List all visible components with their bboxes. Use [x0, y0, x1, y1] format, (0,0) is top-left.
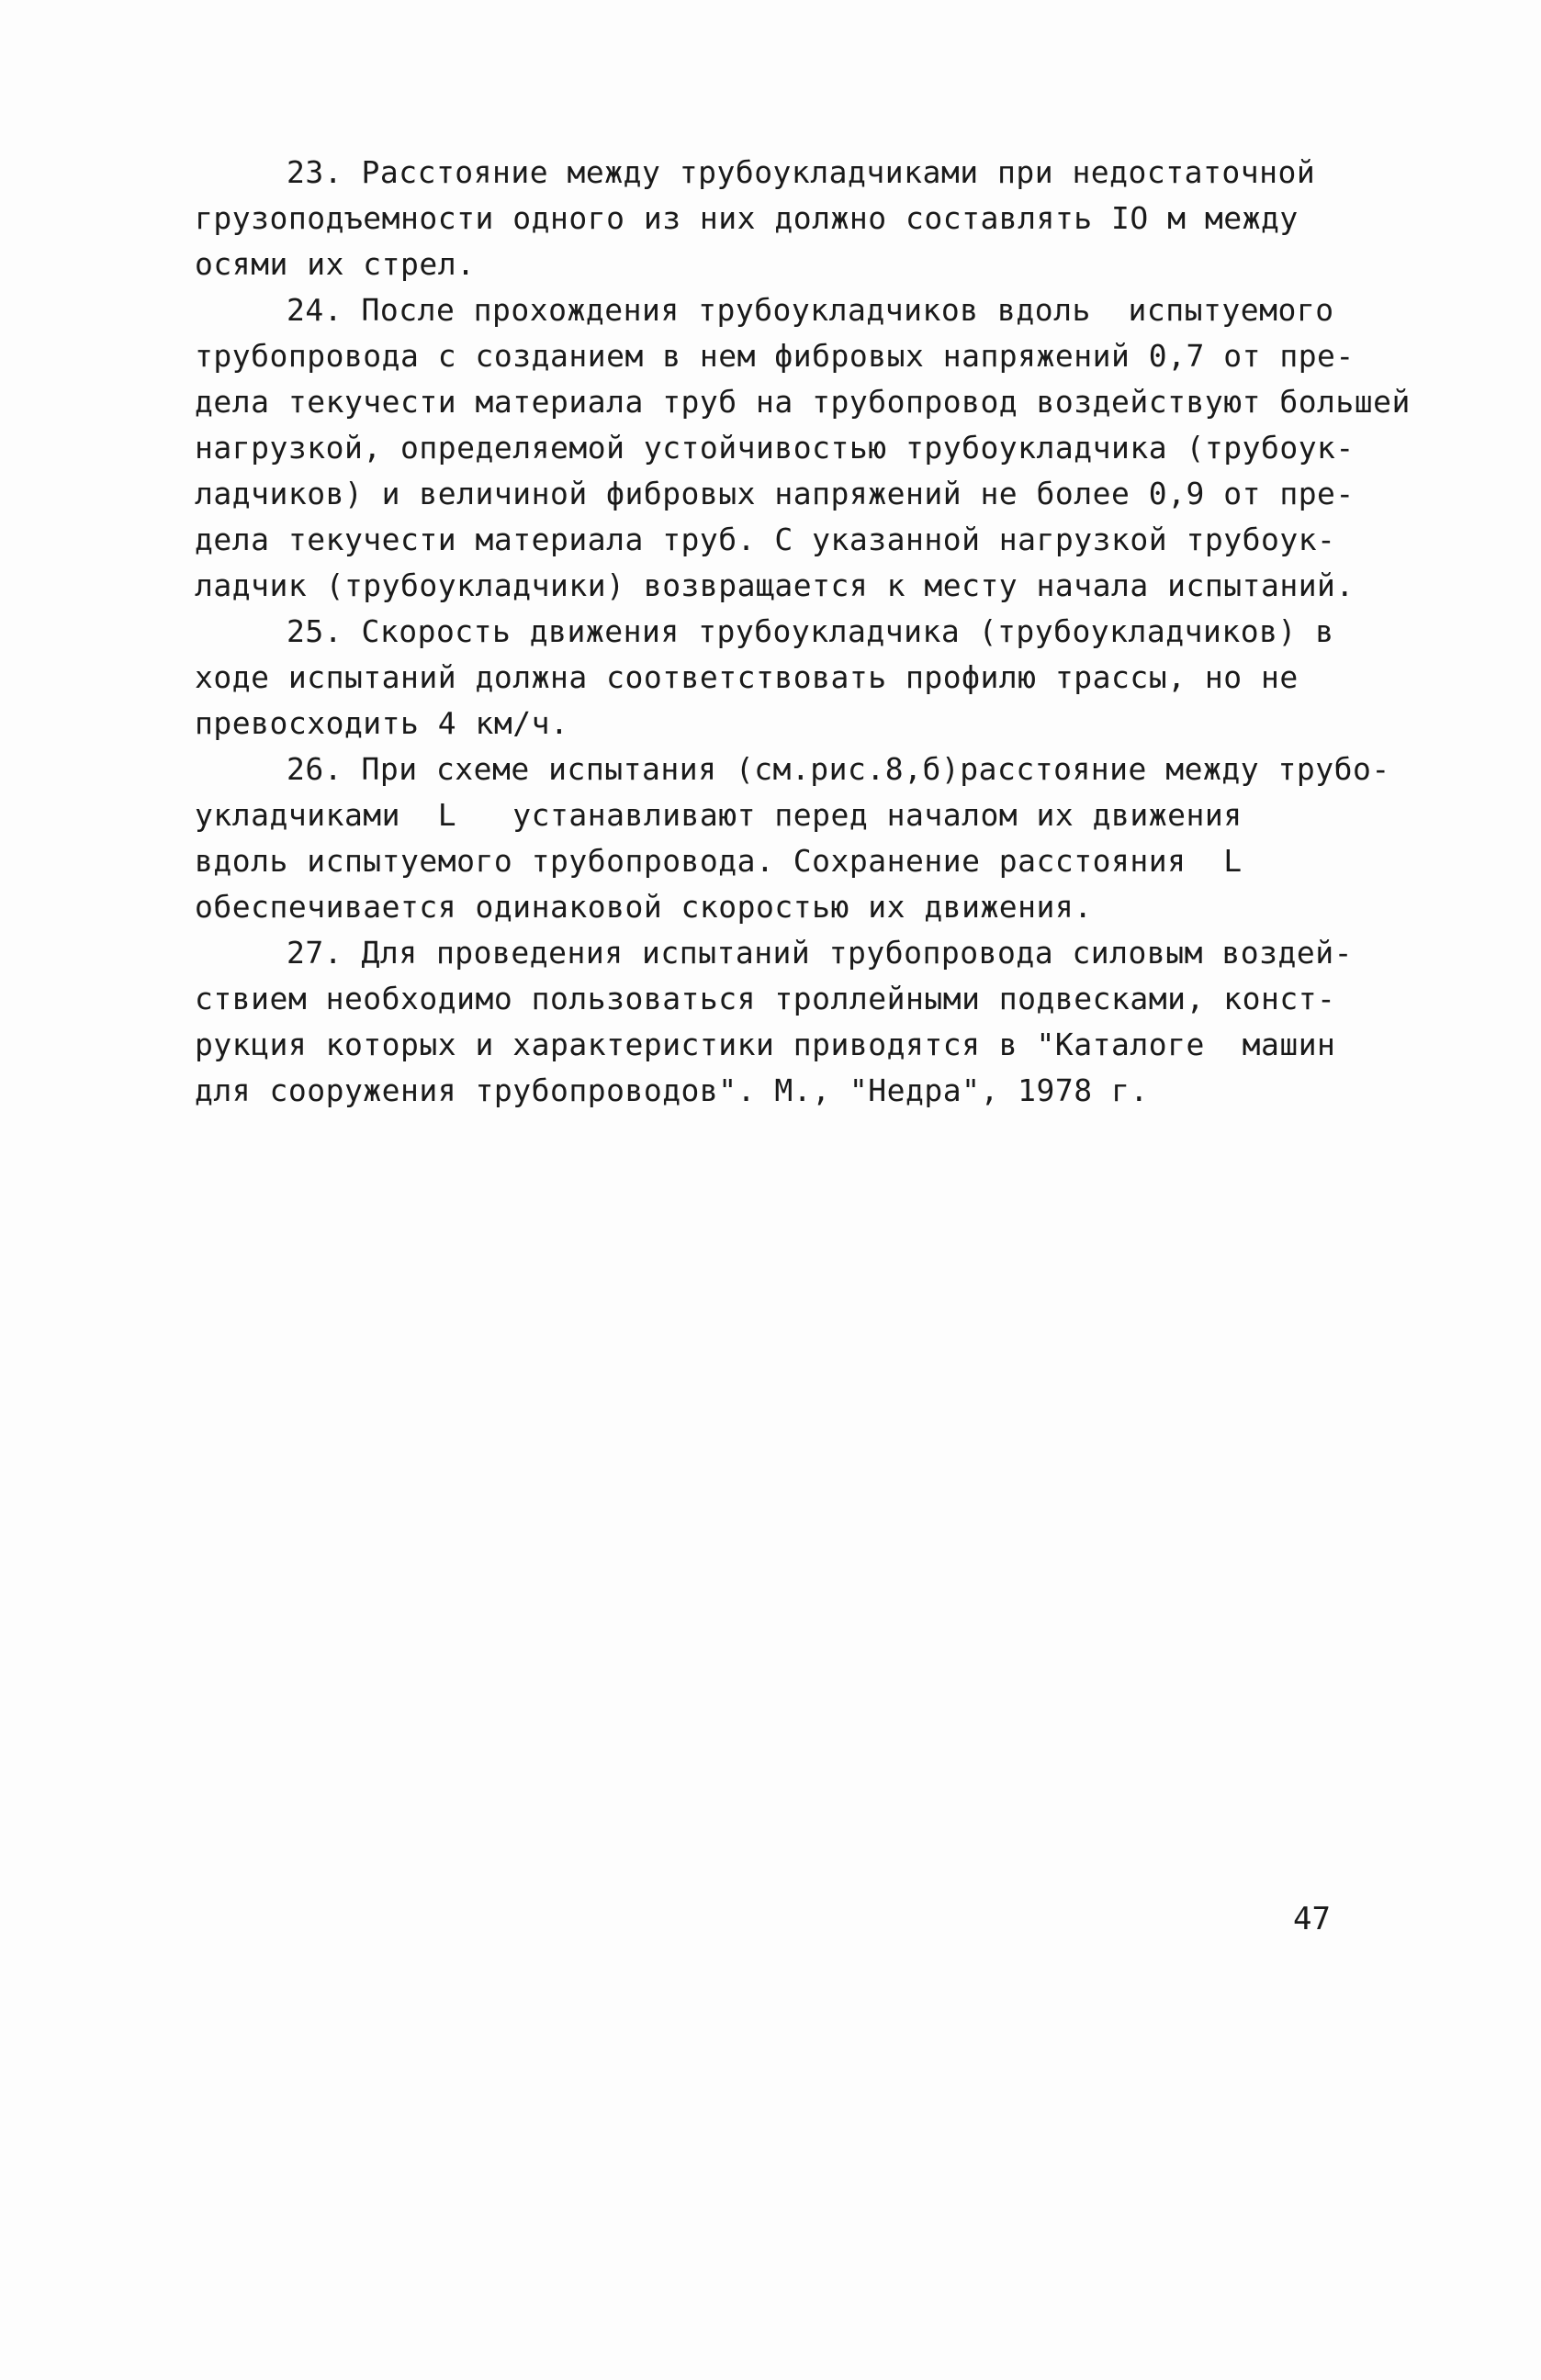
text-line: дела текучести материала труб. С указанной нагрузкой трубоук- [195, 522, 1336, 557]
text-line: ходе испытаний должна соответствовать профилю трассы, но не [195, 659, 1299, 695]
text-line: ствием необходимо пользоваться троллейными подвесками, конст- [195, 981, 1336, 1016]
paragraph-26 [195, 747, 1389, 930]
body-text [195, 150, 1411, 1114]
text-line: 23. Расстояние между трубоукладчиками при недостаточной [287, 154, 1316, 190]
text-line: вдоль испытуемого трубопровода. Сохранение расстояния L [195, 843, 1243, 879]
text-line: осями их стрел. [195, 246, 476, 282]
page-number: 47 [1293, 1901, 1331, 1937]
text-line: ладчиков) и величиной фибровых напряжений не более 0,9 от пре- [195, 476, 1355, 511]
text-line: ладчик (трубоукладчики) возвращается к месту начала испытаний. [195, 567, 1355, 603]
text-line: 24. После прохождения трубоукладчиков вдоль испытуемого [287, 292, 1334, 328]
text-line: для сооружения трубопроводов". М., "Недра", 1978 г. [195, 1072, 1149, 1108]
text-line: 26. При схеме испытания (см.рис.8,б)расстояние между трубо- [287, 751, 1390, 787]
text-line: дела текучести материала труб на трубопровод воздействуют большей [195, 384, 1411, 420]
text-line: нагрузкой, определяемой устойчивостью трубоукладчика (трубоук- [195, 430, 1355, 466]
text-line: превосходить 4 км/ч. [195, 705, 569, 741]
text-line: рукция которых и характеристики приводятся в "Каталоге машин [195, 1027, 1336, 1062]
paragraph-23 [195, 150, 1389, 287]
paragraph-24 [195, 287, 1411, 609]
text-line: грузоподъемности одного из них должно составлять IO м между [195, 200, 1299, 236]
text-line: трубопровода с созданием в нем фибровых напряжений 0,7 от пре- [195, 338, 1355, 374]
paragraph-27 [195, 930, 1389, 1114]
text-line: 25. Скорость движения трубоукладчика (трубоукладчиков) в [287, 613, 1334, 649]
text-line: обеспечивается одинаковой скоростью их движения. [195, 889, 1093, 925]
paragraph-25 [195, 609, 1389, 747]
text-line: укладчиками L устанавливают перед началом их движения [195, 797, 1243, 833]
text-line: 27. Для проведения испытаний трубопровода силовым воздей- [287, 935, 1353, 971]
